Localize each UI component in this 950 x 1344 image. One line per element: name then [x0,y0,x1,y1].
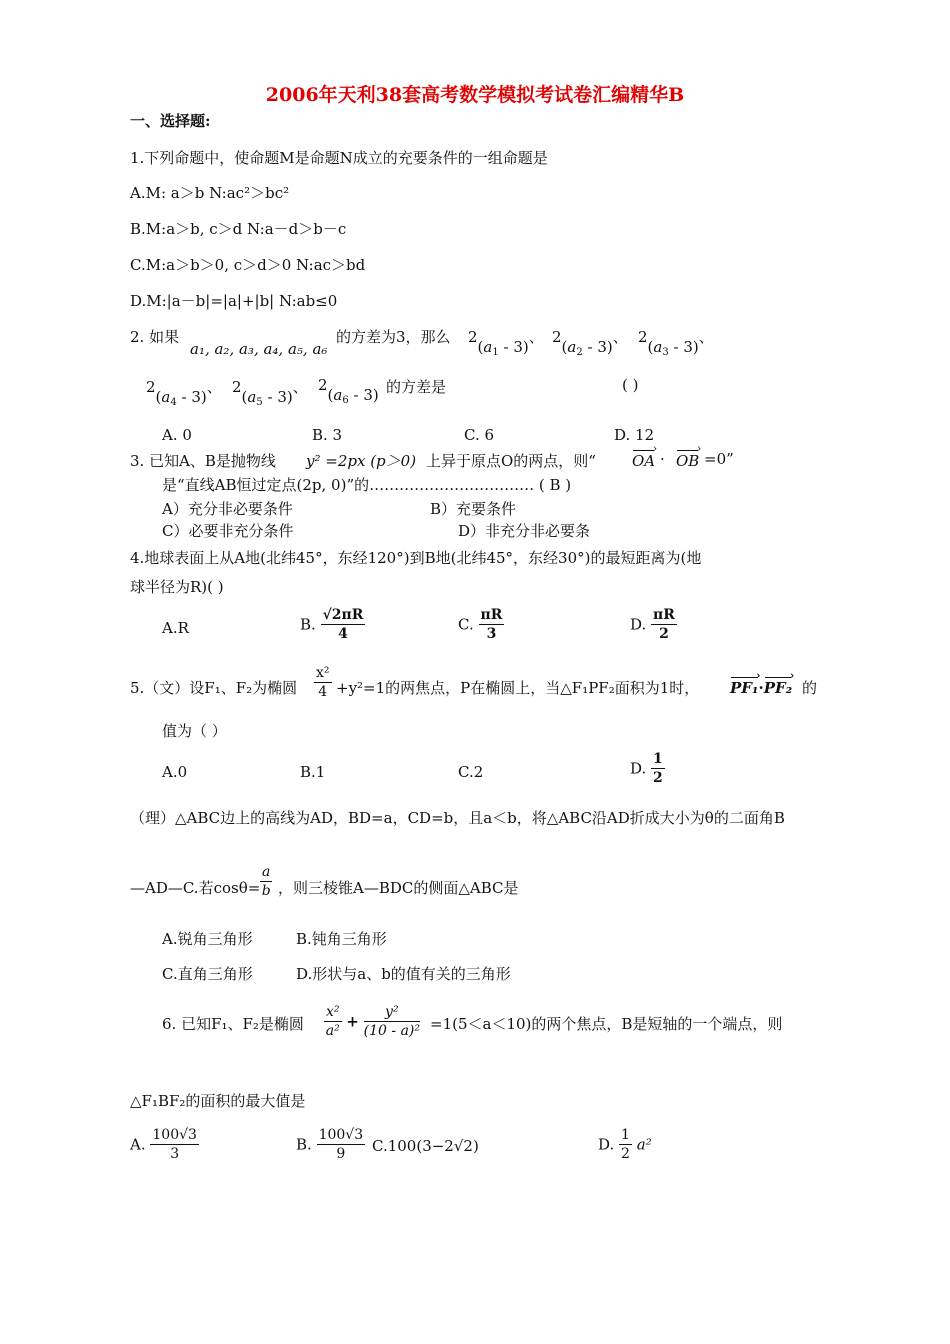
q4-option-b: B. $\frac{√2\pi R}{4}$ [300,607,364,642]
q6-line2: △F₁BF₂的面积的最大值是 [130,1092,306,1110]
q5li-fraction: $\frac{a}{b}$ [261,864,271,899]
q3-option-a: A）充分非必要条件 [162,500,293,518]
q2-expr-4: $2(a_4 - 3)$、 [146,378,222,408]
q2-mid-text: 的方差为3，那么 [336,328,451,346]
q5li-line1: （理）△ABC边上的高线为AD，BD=a，CD=b，且a＜b，将△ABC沿AD折成大小为θ的二面角B [130,809,785,827]
q1-option-d: D.M:|a－b|=|a|+|b| N:ab≤0 [130,292,338,310]
q6-option-b: B. $\frac{100√3}{9}$ [296,1127,364,1162]
page-title: 2006年天利38套高考数学模拟考试卷汇编精华B [265,84,685,106]
q5li-line2-start: —AD—C.若cosθ= [130,879,261,897]
q2-expr-1: $2(a_1 - 3)$、 [468,328,544,358]
q2-answer-paren: ( ) [622,376,639,394]
q6-ellipse-equation: $\frac{\text{x²}}{\text{a²}}$ + $\frac{\text{y²}}{\text{(10 - a)²}}$ [325,1004,420,1039]
q5li-option-a: A.锐角三角形 [162,930,253,948]
q5-line2: 值为（ ） [162,722,227,740]
q3-option-d: D）非充分非必要条 [458,522,591,540]
q5-line1-start: 5.（文）设F₁、F₂为椭圆 [130,679,298,697]
q2-expr-2: $2(a_2 - 3)$、 [552,328,628,358]
q3-line1-start: 3. 已知A、B是抛物线 [130,452,276,470]
q5-option-c: C.2 [458,763,484,781]
q1-option-a: A.M: a＞b N:ac²＞bc² [130,184,290,202]
q4-option-a: A.R [162,619,189,637]
q3-dot: · [660,450,665,468]
q6-line1-start: 6. 已知F₁、F₂是椭圆 [162,1015,304,1033]
q3-tail: =0” [704,450,734,468]
q4-option-c: C. $\frac{\pi R}{3}$ [458,607,503,642]
q5-line1-mid: +y²=1的两焦点，P在椭圆上，当△F₁PF₂面积为1时， [336,679,700,697]
q6-option-a: A. $\frac{100√3}{3}$ [130,1127,197,1162]
q5-fraction: $\frac{\text{x²}}{4}$ [316,665,330,700]
q2-expr-6: $2(a_6 - 3)$ [318,376,379,406]
q4-line2: 球半径为R)( ) [130,578,224,596]
q2-expr-3: $2(a_3 - 3)$、 [638,328,714,358]
q4-line1: 4.地球表面上从A地(北纬45°，东经120°)到B地(北纬45°，东经30°)的最短距离为(地 [130,549,702,567]
q5li-option-c: C.直角三角形 [162,965,253,983]
q2-expr-5: $2(a_5 - 3)$、 [232,378,308,408]
q3-vector-ob: OB › [676,452,699,470]
q2-option-c: C. 6 [464,426,495,444]
q1-option-b: B.M:a＞b, c＞d N:a－d＞b－c [130,220,347,238]
q5-line1-end: 的 [802,679,818,697]
q3-option-c: C）必要非充分条件 [162,522,294,540]
q1-option-c: C.M:a＞b＞0, c＞d＞0 N:ac＞bd [130,256,366,274]
q2-option-b: B. 3 [312,426,343,444]
q2-line2-tail: 的方差是 [386,378,447,396]
q6-option-c: C.100(3−2√2) [372,1137,479,1155]
q3-line1-mid: 上异于原点O的两点，则“ [426,452,596,470]
q3-vector-oa: OA › [632,452,655,470]
q3-line2: 是“直线AB恒过定点(2p, 0)”的…………………………… ( B ) [162,476,572,494]
q5-option-b: B.1 [300,763,326,781]
q5-option-a: A.0 [162,763,188,781]
q3-parabola: y² =2px (p＞0) [306,452,417,470]
q2-sequence: a₁, a₂, a₃, a₄, a₅, a₆ [190,340,328,358]
q2-option-a: A. 0 [162,426,192,444]
q1-stem: 1.下列命题中，使命题M是命题N成立的充要条件的一组命题是 [130,149,548,167]
q5-option-d: D. $\frac{1}{2}$ [630,751,663,786]
q2-number: 2. 如果 [130,328,180,346]
q3-option-b: B）充要条件 [430,500,517,518]
q5li-option-b: B.钝角三角形 [296,930,387,948]
q5-vectors: PF₁ ›·PF₂ › [730,679,792,697]
q2-option-d: D. 12 [614,426,655,444]
q6-line1-end: =1(5＜a＜10)的两个焦点，B是短轴的一个端点，则 [430,1015,783,1033]
section-heading: 一、选择题: [130,112,211,130]
q5li-option-d: D.形状与a、b的值有关的三角形 [296,965,511,983]
q6-option-d: D. $\frac{1}{2}$ a² [598,1127,652,1162]
q4-option-d: D. $\frac{\pi R}{2}$ [630,607,675,642]
q5li-line2-end: ，则三棱锥A—BDC的侧面△ABC是 [278,879,519,897]
